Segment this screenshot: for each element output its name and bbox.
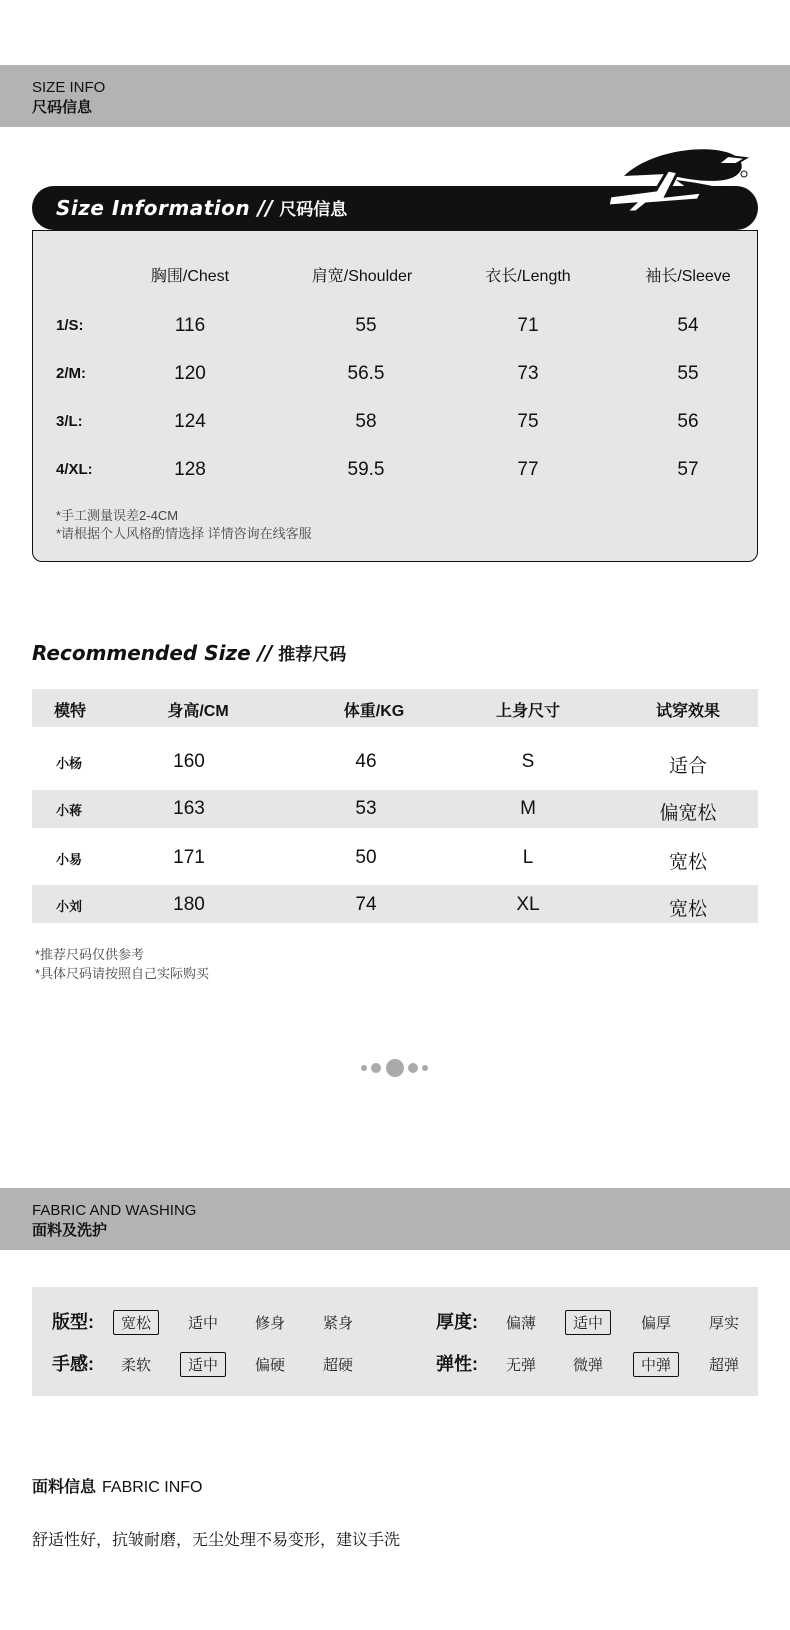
rec-cell-size: M <box>520 798 536 819</box>
size-cell-length: 73 <box>517 363 539 384</box>
banner-title-cn: 面料及洗护 <box>32 1222 108 1239</box>
rec-cell-weight: 50 <box>355 847 377 868</box>
size-cell-chest: 124 <box>174 411 206 432</box>
fabric-info-heading <box>32 1474 202 1497</box>
rec-cell-height: 171 <box>173 847 205 868</box>
fabric-info-title-en: FABRIC INFO <box>102 1479 203 1496</box>
size-cell-shoulder: 56.5 <box>347 363 385 384</box>
size-cell-sleeve: 57 <box>677 459 699 480</box>
rec-cell-fit: 适合 <box>668 756 708 777</box>
col-header-length: 衣长/Length <box>485 268 571 285</box>
recommended-title-en: Recommended Size // <box>32 641 273 665</box>
rec-header-size: 上身尺寸 <box>495 703 561 720</box>
rec-cell-height: 180 <box>173 894 205 915</box>
elasticity-option-selected: 中弹 <box>633 1352 679 1377</box>
model-name: 小易 <box>56 852 83 867</box>
thickness-label: 厚度: <box>436 1312 478 1332</box>
fit-option: 修身 <box>254 1315 286 1332</box>
rec-cell-fit: 宽松 <box>668 852 708 873</box>
size-info-banner <box>0 65 790 127</box>
fit-option: 紧身 <box>322 1315 354 1332</box>
size-cell-chest: 116 <box>174 315 206 336</box>
rec-cell-weight: 46 <box>355 751 377 772</box>
size-info-title-cn: 尺码信息 <box>279 200 348 219</box>
elasticity-option: 超弹 <box>708 1357 740 1374</box>
thickness-option-selected: 适中 <box>565 1310 611 1335</box>
col-header-shoulder: 肩宽/Shoulder <box>311 268 413 285</box>
recommended-note: *推荐尺码仅供参考 <box>35 947 145 962</box>
rec-header-height: 身高/CM <box>167 703 229 720</box>
size-row-label: 4/XL: <box>56 461 93 478</box>
size-cell-chest: 120 <box>174 363 206 384</box>
thickness-option: 偏厚 <box>640 1315 672 1332</box>
size-row-label: 1/S: <box>56 317 84 334</box>
size-cell-shoulder: 58 <box>355 411 377 432</box>
size-cell-length: 71 <box>517 315 539 336</box>
fit-label: 版型: <box>52 1312 94 1332</box>
recommended-size-title <box>32 640 346 666</box>
size-cell-length: 75 <box>517 411 539 432</box>
size-cell-sleeve: 56 <box>677 411 699 432</box>
hand-feel-option: 超硬 <box>322 1357 354 1374</box>
rec-cell-fit: 偏宽松 <box>659 803 717 824</box>
model-name: 小蒋 <box>56 803 83 818</box>
size-cell-shoulder: 55 <box>355 315 377 336</box>
size-cell-sleeve: 54 <box>677 315 699 336</box>
size-info-title <box>56 195 347 221</box>
size-cell-length: 77 <box>517 459 539 480</box>
table-row-stripe <box>32 790 758 828</box>
elasticity-option: 无弹 <box>505 1357 537 1374</box>
fabric-attributes-panel <box>32 1287 758 1396</box>
fabric-info-title-cn: 面料信息 <box>32 1479 97 1496</box>
rec-cell-weight: 74 <box>355 894 377 915</box>
hand-feel-label: 手感: <box>52 1354 94 1374</box>
rec-cell-height: 160 <box>173 751 205 772</box>
size-cell-chest: 128 <box>174 459 206 480</box>
table-row-stripe <box>32 885 758 923</box>
rec-cell-weight: 53 <box>355 798 377 819</box>
rec-cell-size: L <box>522 847 534 868</box>
fabric-description: 舒适性好，抗皱耐磨，无尘处理不易变形，建议手洗 <box>32 1532 401 1549</box>
size-cell-sleeve: 55 <box>677 363 699 384</box>
thickness-option: 厚实 <box>708 1315 740 1332</box>
rec-header-weight: 体重/KG <box>343 703 405 720</box>
size-row-label: 3/L: <box>56 413 83 430</box>
size-note: *手工测量误差2-4CM <box>56 508 179 523</box>
elasticity-label: 弹性: <box>436 1354 478 1374</box>
rec-cell-fit: 宽松 <box>668 899 708 920</box>
col-header-sleeve: 袖长/Sleeve <box>645 268 731 285</box>
banner-title-cn: 尺码信息 <box>32 99 93 116</box>
recommended-note: *具体尺码请按照自己实际购买 <box>35 966 210 981</box>
fit-option: 适中 <box>187 1315 219 1332</box>
size-row-label: 2/M: <box>56 365 86 382</box>
fabric-washing-banner <box>0 1188 790 1250</box>
elasticity-option: 微弹 <box>572 1357 604 1374</box>
pagination-dots-icon <box>360 1058 432 1078</box>
thickness-option: 偏薄 <box>505 1315 537 1332</box>
col-header-chest: 胸围/Chest <box>150 268 230 285</box>
model-name: 小杨 <box>56 756 83 771</box>
brand-logo-icon <box>606 146 756 232</box>
rec-cell-height: 163 <box>173 798 205 819</box>
size-cell-shoulder: 59.5 <box>347 459 385 480</box>
rec-header-fit: 试穿效果 <box>655 703 721 720</box>
hand-feel-option: 偏硬 <box>254 1357 286 1374</box>
fit-option-selected: 宽松 <box>113 1310 159 1335</box>
size-note: *请根据个人风格酌情选择 详情咨询在线客服 <box>56 526 312 541</box>
hand-feel-option: 柔软 <box>120 1357 152 1374</box>
rec-header-model: 模特 <box>53 703 87 720</box>
rec-cell-size: XL <box>516 894 540 915</box>
hand-feel-option-selected: 适中 <box>180 1352 226 1377</box>
banner-title-en: FABRIC AND WASHING <box>32 1202 197 1219</box>
rec-cell-size: S <box>521 751 535 772</box>
recommended-title-cn: 推荐尺码 <box>278 645 347 664</box>
model-name: 小刘 <box>56 899 83 914</box>
banner-title-en: SIZE INFO <box>32 79 106 96</box>
size-info-title-en: Size Information // <box>56 196 274 220</box>
